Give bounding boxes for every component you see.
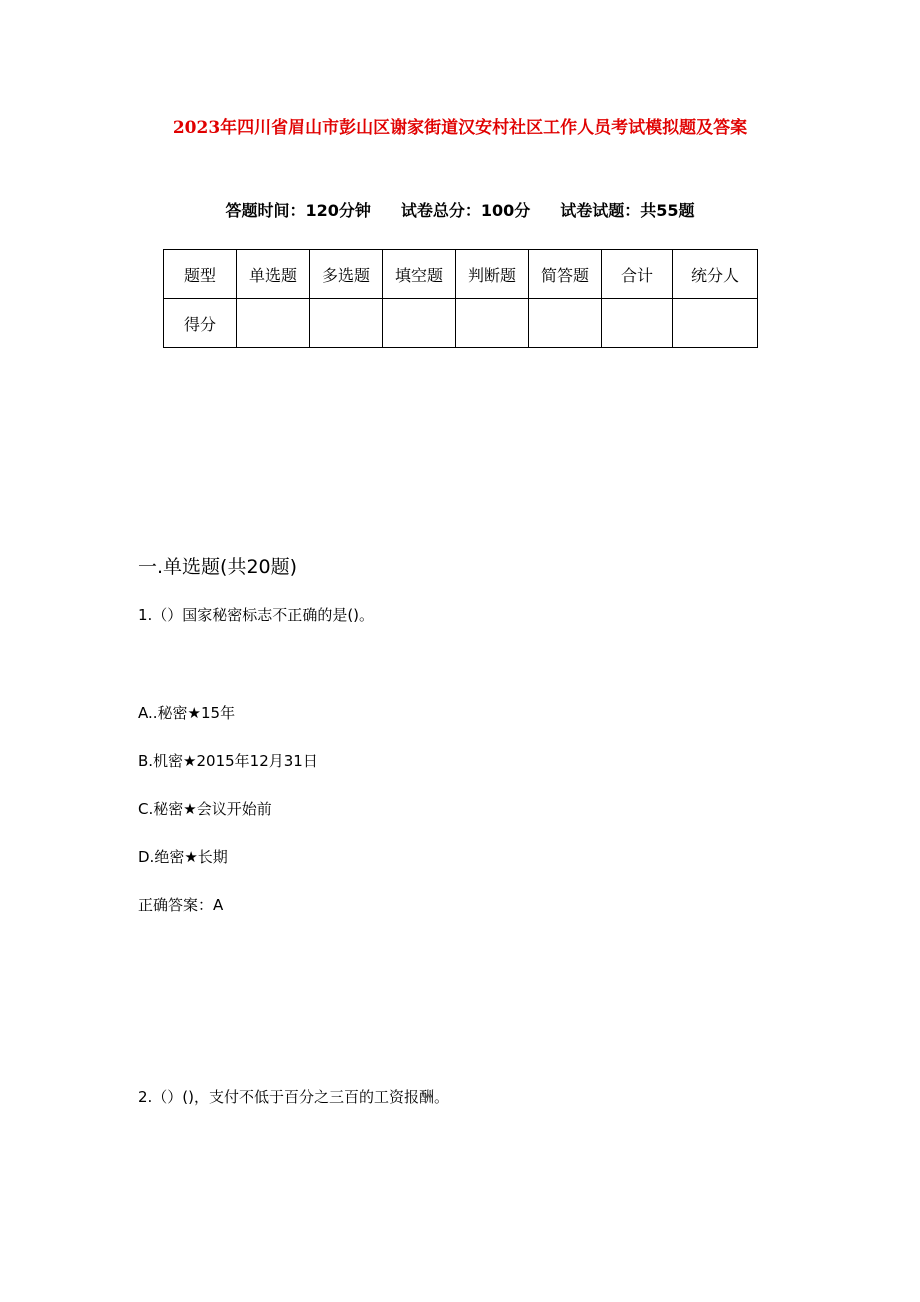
option-b: B.机密★2015年12月31日: [138, 752, 318, 770]
score-table-header-cell: 题型: [164, 250, 237, 299]
score-cell: [237, 299, 310, 348]
document-title: 2023年四川省眉山市彭山区谢家街道汉安村社区工作人员考试模拟题及答案: [172, 118, 748, 138]
option-d: D.绝密★长期: [138, 848, 228, 866]
score-table: [163, 249, 758, 348]
score-table-header-cell: 多选题: [310, 250, 383, 299]
score-cell: [310, 299, 383, 348]
score-table-header-row: [164, 250, 758, 299]
score-table-header-cell: 简答题: [529, 250, 602, 299]
score-table-row-label: 得分: [164, 299, 237, 348]
exam-total-score: 试卷总分：100分: [400, 201, 531, 220]
score-table-row: [164, 299, 758, 348]
question-stem: 2.（）()，支付不低于百分之三百的工资报酬。: [138, 1088, 450, 1106]
score-cell: [529, 299, 602, 348]
exam-time: 答题时间：120分钟: [225, 201, 371, 220]
question-stem: 1.（）国家秘密标志不正确的是()。: [138, 606, 375, 624]
section-heading: 一.单选题(共20题): [138, 556, 298, 578]
exam-question-count: 试卷试题：共55题: [560, 201, 695, 220]
score-table-header-cell: 单选题: [237, 250, 310, 299]
score-cell: [383, 299, 456, 348]
score-table-header-cell: 合计: [602, 250, 673, 299]
score-table-header-cell: 判断题: [456, 250, 529, 299]
score-table-header-cell: 统分人: [673, 250, 758, 299]
score-table-header-cell: 填空题: [383, 250, 456, 299]
score-cell: [456, 299, 529, 348]
score-cell: [602, 299, 673, 348]
exam-meta: [0, 198, 920, 221]
correct-answer: 正确答案：A: [138, 896, 224, 914]
option-a: A..秘密★15年: [138, 704, 236, 722]
option-c: C.秘密★会议开始前: [138, 800, 272, 818]
score-cell: [673, 299, 758, 348]
